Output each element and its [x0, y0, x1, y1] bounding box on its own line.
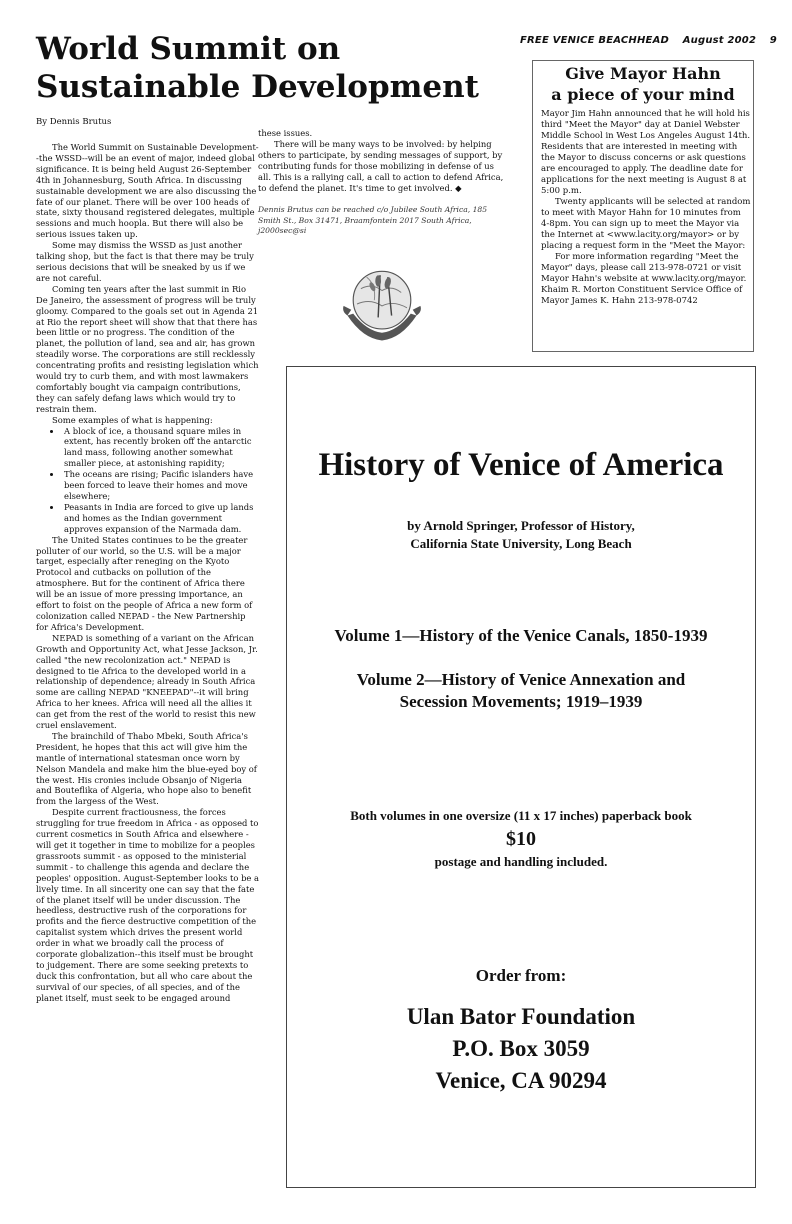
ad-po-box: P.O. Box 3059	[452, 1036, 590, 1061]
paragraph: Coming ten years after the last summit in Rio De Janeiro, the assessment of progress will be truly gloomy. Compared to the goals set out in Agenda 21 at Rio the report sheet will show that that there has been little or no progress. The condition of the planet, the pollution of land, sea and air, has grown steadily worse. The corporations are still recklessly concentrating profits and resisting legislation which would try to curb them, and with most lawmakers comfortably bought via campaign contributions, they can safely defang laws which would try to restrain them.	[36, 283, 259, 414]
page-number: 9	[769, 35, 777, 46]
bullet-list	[36, 426, 260, 535]
globe-wheat-hands-icon	[334, 256, 430, 352]
article-column-2	[258, 128, 506, 237]
ad-order-from: Order from:	[475, 966, 567, 985]
ad-volume-2	[287, 669, 755, 713]
mayor-box-title-line: Give Mayor Hahn	[565, 64, 721, 83]
ad-author	[287, 517, 755, 553]
issue-date: August 2002	[682, 35, 757, 46]
mayor-box-body	[541, 109, 751, 307]
page-header	[520, 35, 777, 46]
paragraph: Some may dismiss the WSSD as just another talking shop, but the fact is that there may be truly serious decisions that will be sneaked by us if we are not careful.	[36, 240, 254, 283]
ad-org-name: Ulan Bator Foundation	[406, 1004, 636, 1029]
paragraph: The brainchild of Thabo Mbeki, South Africa's President, he hopes that this act will give him the mantle of international statesman once worn by Nelson Mandela and make him the blue-eyed boy of the west. His cronies include Obsanjo of Nigeria and Bouteflika of Algeria, who hope also to benefit from the largess of the West.	[36, 730, 257, 807]
paragraph: Mayor Jim Hahn announced that he will hold his third "Meet the Mayor" day at Daniel Webster Middle School in West Los Angeles August 14th. Residents that are interested in meeting with the Mayor to discuss concerns or ask questions are encouraged to apply. The deadline date for applications for the next meeting is August 8 at 5:00 p.m.	[541, 109, 751, 196]
ad-volume-2-line: Volume 2—History of Venice Annexation and	[356, 670, 686, 689]
list-item: • The oceans are rising; Pacific islanders have been forced to leave their homes and move elsewhere;	[62, 469, 260, 502]
ad-author-line: California State University, Long Beach	[410, 536, 632, 551]
author-credit: Dennis Brutus can be reached c/o Jubilee South Africa, 185 Smith St., Box 31471, Braamfontein 2017 South Africa, j2000sec@si	[258, 205, 488, 236]
paragraph: There will be many ways to be involved: by helping others to participate, by sending messages of support, by contributing funds for those mobilizing in defense of us all. This is a rallying call, a call to action to defend Africa, to defend the planet. It's time to get involved. ◆	[258, 138, 504, 193]
ad-price: $10	[506, 828, 536, 850]
mayor-box-title	[533, 63, 753, 105]
ad-postage: postage and handling included.	[434, 854, 608, 869]
book-advertisement	[286, 366, 756, 1188]
ad-address	[287, 1001, 755, 1097]
ad-author-line: by Arnold Springer, Professor of History,	[407, 518, 635, 533]
paragraph: Despite current fractiousness, the forces struggling for true freedom in Africa - as opposed to current cosmetics in South Africa and elsewhere -will get it together in time to mobilize for a peoples grassroots summit - as opposed to the ministerial summit - to challenge this agenda and declare the peoples' opposition. August-September looks to be a lively time. In all sincerity one can say that the fate of the planet itself will be under discussion. The heedless, destructive rush of the corporations for profits and the fierce destructive competition of the capitalist system which drives the present world order in what we broadly call the process of corporate globalization--this itself must be brought to judgement. There are some seeking pretexts to duck this confrontation, but all who care about the survival of our species, of all species, and of the planet itself, must seek to be engaged around	[36, 807, 260, 1003]
article-title: World Summit on Sustainable Development	[36, 31, 480, 105]
ad-both-volumes: Both volumes in one oversize (11 x 17 inches) paperback book	[350, 808, 692, 823]
paragraph: The United States continues to be the greater polluter of our world, so the U.S. will be a major target, especially after reneging on the Kyoto Protocol and cutbacks on pollution of the atmosphere. But for the continent of Africa there will be an issue of more pressing importance, an effort to foist on the people of Africa a new form of colonization called NEPAD - the New Partnership for Africa's Development.	[36, 534, 253, 632]
paragraph: The World Summit on Sustainable Development--the WSSD--will be an event of major, indeed global significance. It is being held August 26-September 4th in Johannesburg, South Africa. In discussing sustainable development we are also discussing the fate of our planet. There will be over 100 heads of state, sixty thousand registered delegates, multiple sessions and much hoopla. But there will also be serious issues taken up.	[36, 142, 259, 240]
list-item: • Peasants in India are forced to give up lands and homes as the Indian government approves expansion of the Narmada dam.	[62, 502, 260, 535]
paragraph: these issues.	[258, 128, 313, 138]
list-item: • A block of ice, a thousand square miles in extent, has recently broken off the antarctic land mass, following another somewhat smaller piece, at astonishing rapidity;	[62, 426, 260, 470]
paper-name: FREE VENICE BEACHHEAD	[520, 35, 670, 46]
byline: By Dennis Brutus	[36, 117, 112, 127]
ad-volume-2-line: Secession Movements; 1919–1939	[399, 692, 643, 711]
paragraph: Twenty applicants will be selected at random to meet with Mayor Hahn for 10 minutes from 4-8pm. You can sign up to meet the Mayor via the Internet at <www.lacity.org/mayor> or by placing a request form in the "Meet the Mayor:	[541, 197, 751, 251]
ad-title: History of Venice of America	[318, 447, 724, 483]
paragraph: Some examples of what is happening:	[52, 414, 213, 425]
mayor-box-title-line: a piece of your mind	[551, 85, 735, 104]
paragraph: NEPAD is something of a variant on the African Growth and Opportunity Act, what Jesse Jackson, Jr. called "the new recolonization act." NEPAD is designed to tie Africa to the developed world in a relationship of dependence; already in South Africa some are calling NEPAD "KNEEPAD"--it will bring Africa to her knees. Africa will need all the allies it can get from the rest of the world to resist this new cruel enslavement.	[36, 632, 258, 731]
mayor-hahn-box	[532, 60, 754, 352]
ad-volume-1: Volume 1—History of the Venice Canals, 1850-1939	[334, 626, 708, 645]
ad-city: Venice, CA 90294	[435, 1068, 607, 1093]
paragraph: For more information regarding "Meet the Mayor" days, please call 213-978-0721 or visit Mayor Hahn's website at www.lacity.org/mayor. Khaim R. Morton Constituent Service Office of Mayor James K. Hahn 213-978-0742	[541, 252, 747, 306]
article-column-1	[36, 142, 260, 1004]
